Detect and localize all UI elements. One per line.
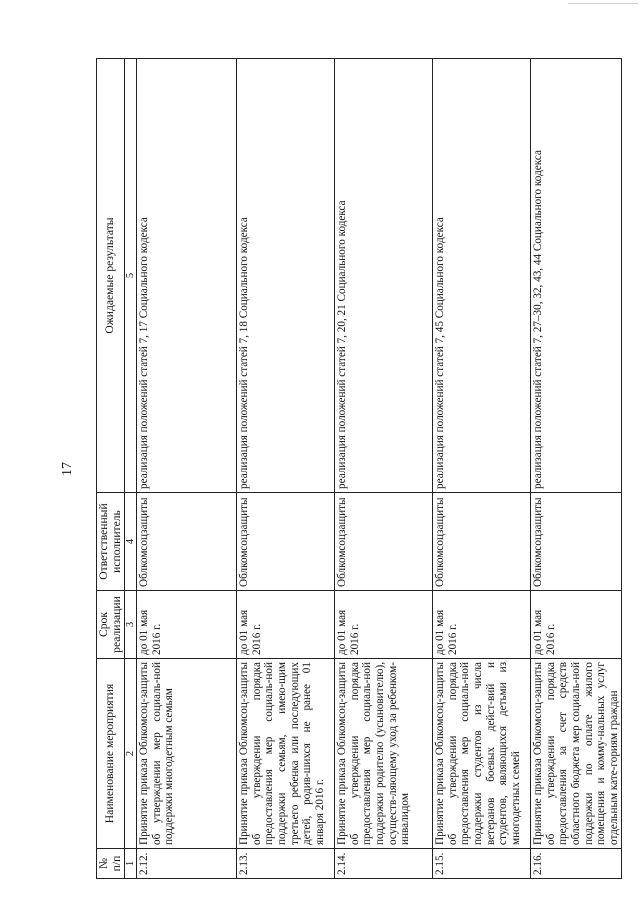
- measure-executor: Облкомсоцзащиты: [335, 493, 433, 591]
- table-row: [237, 59, 335, 879]
- measure-name: Принятие приказа Облкомсоц-защиты об утверждении мер социаль-ной поддержки многодетным семьям: [137, 659, 237, 849]
- measures-table: [96, 58, 622, 879]
- measure-executor: Облкомсоцзащиты: [433, 493, 531, 591]
- column-number: 3: [125, 591, 137, 659]
- column-number: 4: [125, 493, 137, 591]
- measure-executor: Облкомсоцзащиты: [237, 493, 335, 591]
- measure-term: до 01 мая 2016 г.: [433, 591, 531, 659]
- row-number: 2.12.: [137, 849, 237, 879]
- column-number: 2: [125, 659, 137, 849]
- row-number: 2.16.: [531, 849, 622, 879]
- header-number: № п/п: [97, 849, 125, 879]
- measure-term: до 01 мая 2016 г.: [335, 591, 433, 659]
- measure-name: Принятие приказа Облкомсоц-защиты об утверждении порядка предоставления мер социаль-ной поддержки семьям, имею-щим третьего ребенка или последующих детей, родив-шихся не ранее 01 января 2016 г.: [237, 659, 335, 849]
- header-name: Наименование мероприятия: [97, 659, 125, 849]
- table-header-row: [97, 59, 125, 879]
- measure-name: Принятие приказа Облкомсоц-защиты об утверждении порядка предоставления за счет средств областного бюджета мер социаль-ной поддержки по оплате жилого помещения и комму-нальных услуг отдельным кате-гориям граждан: [531, 659, 622, 849]
- measure-name: Принятие приказа Облкомсоц-защиты об утверждении порядка предоставления мер социаль-ной поддержки родителю (усыновителю), осуществ-ляющему уход за ребенком-инвалидом: [335, 659, 433, 849]
- measure-executor: Облкомсоцзащиты: [531, 493, 622, 591]
- measure-result: реализация положений статей 7, 45 Социального кодекса: [433, 59, 531, 493]
- scan-edge-mark: [568, 3, 638, 4]
- header-term: Срок реализации: [97, 591, 125, 659]
- measure-result: реализация положений статей 7, 20, 21 Социального кодекса: [335, 59, 433, 493]
- page-number: 17: [60, 462, 75, 476]
- table-row: [531, 59, 622, 879]
- header-results: Ожидаемые результаты: [97, 59, 125, 493]
- measure-name: Принятие приказа Облкомсоц-защиты об утверждении порядка предоставления мер социаль-ной поддержки студентов из числа ветеранов боевых дейст-вий и студентов, являющихся детьми из многодетных семей: [433, 659, 531, 849]
- measure-term: до 01 мая 2016 г.: [137, 591, 237, 659]
- column-number: 1: [125, 849, 137, 879]
- table-row: [433, 59, 531, 879]
- row-number: 2.15.: [433, 849, 531, 879]
- header-executor: Ответственный исполнитель: [97, 493, 125, 591]
- rotated-page: [58, 59, 620, 879]
- measure-term: до 01 мая 2016 г.: [531, 591, 622, 659]
- column-number-row: [125, 59, 137, 879]
- table-row: [335, 59, 433, 879]
- table-row: [137, 59, 237, 879]
- row-number: 2.14.: [335, 849, 433, 879]
- row-number: 2.13.: [237, 849, 335, 879]
- measure-result: реализация положений статей 7, 17 Социального кодекса: [137, 59, 237, 493]
- column-number: 5: [125, 59, 137, 493]
- measure-term: до 01 мая 2016 г.: [237, 591, 335, 659]
- measure-executor: Облкомсоцзащиты: [137, 493, 237, 591]
- measure-result: реализация положений статей 7, 18 Социального кодекса: [237, 59, 335, 493]
- measure-result: реализация положений статей 7, 27–30, 32, 43, 44 Социального кодекса: [531, 59, 622, 493]
